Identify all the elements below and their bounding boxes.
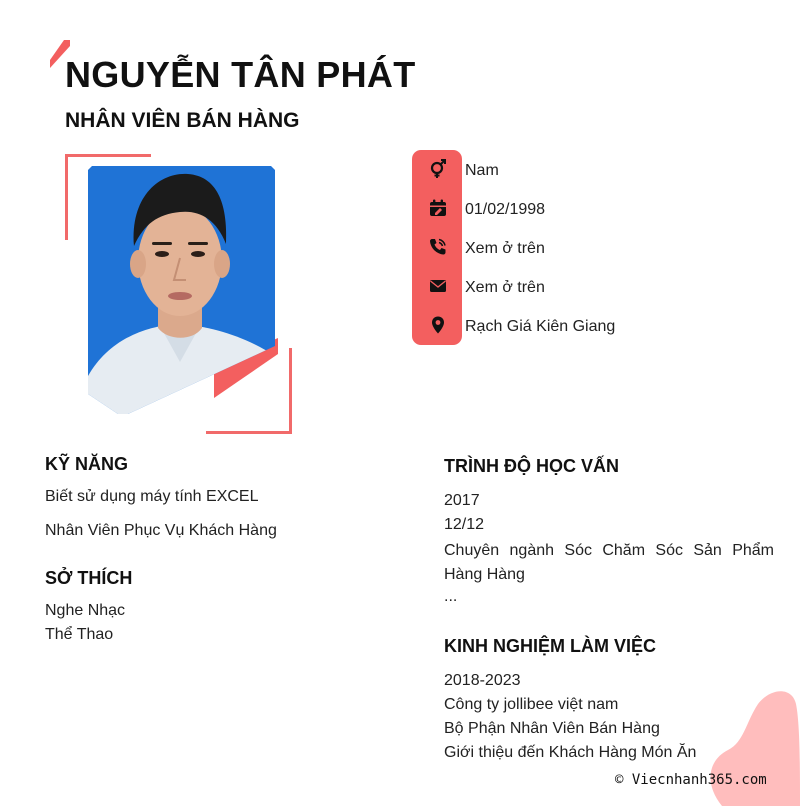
hobbies-heading: SỞ THÍCH <box>45 568 133 588</box>
candidate-name: NGUYỄN TÂN PHÁT <box>65 54 416 95</box>
profile-photo <box>88 166 275 414</box>
education-heading: TRÌNH ĐỘ HỌC VẤN <box>444 456 619 476</box>
hobby-item: Thể Thao <box>45 626 114 643</box>
gender-icon <box>428 159 448 179</box>
photo-frame-corner-top <box>65 154 151 157</box>
photo-frame-corner-right <box>289 348 292 434</box>
location-pin-icon <box>428 315 448 335</box>
photo-frame-corner-bottom <box>206 431 292 434</box>
mail-icon <box>428 276 448 296</box>
contact-email: Xem ở trên <box>465 279 545 296</box>
skill-item: Biết sử dụng máy tính EXCEL <box>45 488 259 505</box>
watermark: © Viecnhanh365.com <box>615 772 767 788</box>
skills-heading: KỸ NĂNG <box>45 454 129 474</box>
experience-position: Bộ Phận Nhân Viên Bán Hàng <box>444 720 660 737</box>
experience-company: Công ty jollibee việt nam <box>444 696 619 713</box>
contact-birthdate: 01/02/1998 <box>465 201 546 218</box>
skill-item: Nhân Viên Phục Vụ Khách Hàng <box>45 522 277 539</box>
contact-phone: Xem ở trên <box>465 240 545 257</box>
job-title: NHÂN VIÊN BÁN HÀNG <box>65 109 300 132</box>
education-grade: 12/12 <box>444 516 485 533</box>
contact-address: Rạch Giá Kiên Giang <box>465 318 616 335</box>
hobby-item: Nghe Nhạc <box>45 602 126 619</box>
phone-icon <box>428 237 448 257</box>
contact-gender: Nam <box>465 162 499 179</box>
education-more: ... <box>444 588 458 605</box>
experience-period: 2018-2023 <box>444 672 521 689</box>
photo-frame-corner-left <box>65 154 68 240</box>
education-major: Chuyên ngành Sóc Chăm Sóc Sản Phẩm Hàng Hàng <box>444 542 774 583</box>
calendar-icon <box>428 198 448 218</box>
experience-description: Giới thiệu đến Khách Hàng Món Ăn <box>444 744 697 761</box>
experience-heading: KINH NGHIỆM LÀM VIỆC <box>444 636 657 656</box>
decorative-blob <box>700 688 800 806</box>
education-year: 2017 <box>444 492 480 509</box>
